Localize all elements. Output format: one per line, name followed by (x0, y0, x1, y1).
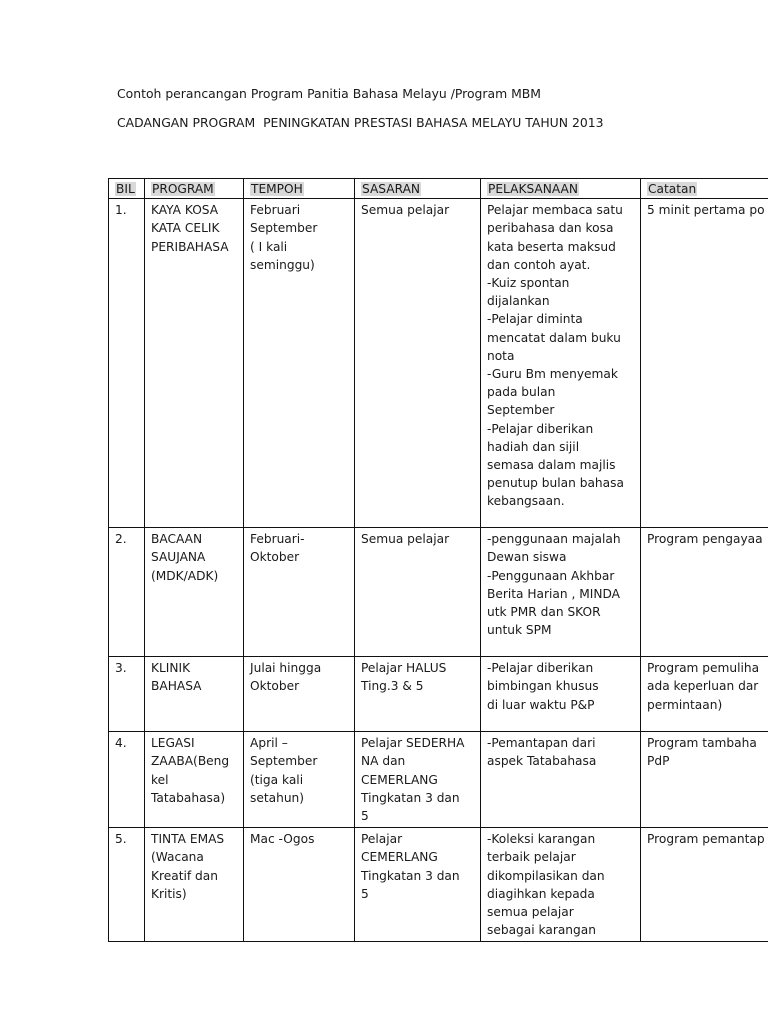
cell-bil: 1. (109, 199, 145, 528)
cell-sasaran: Semua pelajar (355, 199, 481, 528)
cell-pelaksanaan: -penggunaan majalah Dewan siswa -Penggunaan Akhbar Berita Harian , MINDA utk PMR dan SKOR untuk SPM (481, 528, 641, 657)
cell-sasaran: Semua pelajar (355, 528, 481, 657)
header-tempoh: TEMPOH (244, 179, 355, 199)
cell-pelaksanaan: Pelajar membaca satu peribahasa dan kosa kata beserta maksud dan contoh ayat. -Kuiz spontan dijalankan -Pelajar diminta mencatat dalam buku nota -Guru Bm menyemak pada bulan September -Pelajar diberikan hadiah dan sijil semasa dalam majlis penutup bulan bahasa kebangsaan. (481, 199, 641, 528)
cell-sasaran: Pelajar HALUS Ting.3 & 5 (355, 657, 481, 732)
table-row (109, 732, 768, 828)
cell-program: BACAAN SAUJANA (MDK/ADK) (145, 528, 244, 657)
cell-program: LEGASI ZAABA(Beng kel Tatabahasa) (145, 732, 244, 828)
document-intro-line: Contoh perancangan Program Panitia Bahasa Melayu /Program MBM (117, 86, 541, 101)
cell-bil: 4. (109, 732, 145, 828)
cell-program: TINTA EMAS (Wacana Kreatif dan Kritis) (145, 828, 244, 942)
cell-bil: 3. (109, 657, 145, 732)
table-header-row (109, 179, 768, 199)
cell-bil: 2. (109, 528, 145, 657)
cell-catatan: Program tambaha PdP (641, 732, 768, 828)
cell-sasaran: Pelajar SEDERHA NA dan CEMERLANG Tingkatan 3 dan 5 (355, 732, 481, 828)
header-program: PROGRAM (145, 179, 244, 199)
table-row (109, 828, 768, 942)
cell-catatan: Program pemantap (641, 828, 768, 942)
cell-catatan: 5 minit pertama po (641, 199, 768, 528)
header-sasaran: SASARAN (355, 179, 481, 199)
table-row (109, 199, 768, 528)
cell-tempoh: Februari- Oktober (244, 528, 355, 657)
header-bil: BIL (109, 179, 145, 199)
table-row (109, 528, 768, 657)
table-row (109, 657, 768, 732)
cell-sasaran: Pelajar CEMERLANG Tingkatan 3 dan 5 (355, 828, 481, 942)
cell-pelaksanaan: -Pelajar diberikan bimbingan khusus di luar waktu P&P (481, 657, 641, 732)
program-table (108, 178, 768, 942)
header-catatan: Catatan (641, 179, 768, 199)
cell-tempoh: Mac -Ogos (244, 828, 355, 942)
cell-program: KAYA KOSA KATA CELIK PERIBAHASA (145, 199, 244, 528)
cell-pelaksanaan: -Koleksi karangan terbaik pelajar dikompilasikan dan diagihkan kepada semua pelajar sebagai karangan (481, 828, 641, 942)
cell-tempoh: Februari September ( I kali seminggu) (244, 199, 355, 528)
cell-tempoh: Julai hingga Oktober (244, 657, 355, 732)
cell-pelaksanaan: -Pemantapan dari aspek Tatabahasa (481, 732, 641, 828)
cell-program: KLINIK BAHASA (145, 657, 244, 732)
document-heading: CADANGAN PROGRAM PENINGKATAN PRESTASI BAHASA MELAYU TAHUN 2013 (117, 115, 604, 130)
header-pelaksanaan: PELAKSANAAN (481, 179, 641, 199)
cell-tempoh: April – September (tiga kali setahun) (244, 732, 355, 828)
cell-bil: 5. (109, 828, 145, 942)
cell-catatan: Program pemuliha ada keperluan dar permintaan) (641, 657, 768, 732)
cell-catatan: Program pengayaa (641, 528, 768, 657)
